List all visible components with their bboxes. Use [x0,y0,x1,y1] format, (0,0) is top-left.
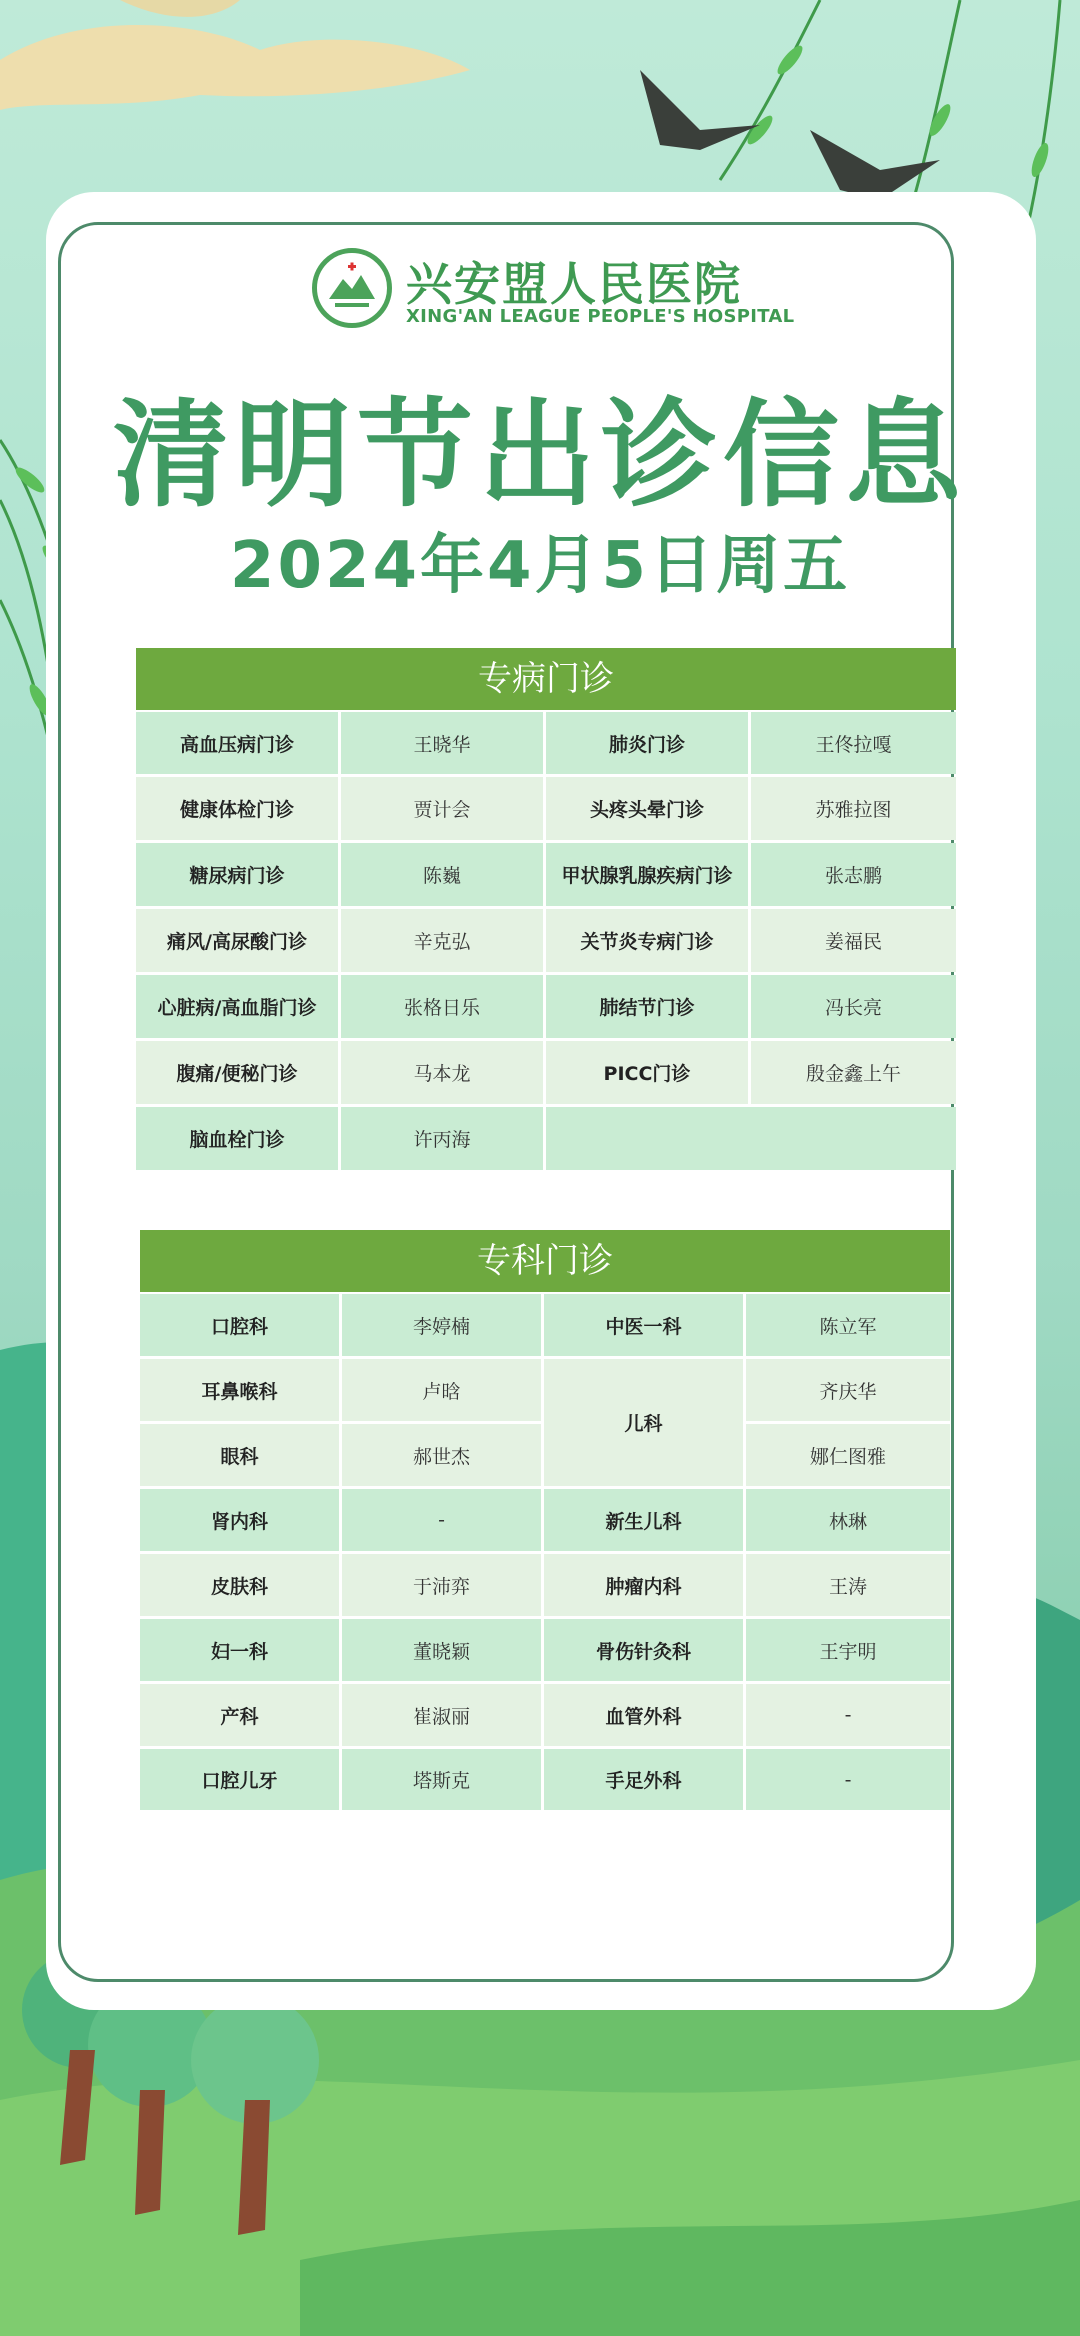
table-cell-dept: 肿瘤内科 [544,1554,743,1616]
table-cell-dept: 健康体检门诊 [136,777,338,840]
table-cell-doctor: 李婷楠 [342,1294,541,1356]
table-cell-doctor: 董晓颖 [342,1619,541,1681]
section-special-disease-clinic [136,648,956,1170]
table-cell-dept: 皮肤科 [140,1554,339,1616]
poster-date: 2024年4月5日周五 [229,529,851,603]
section-header: 专病门诊 [136,648,956,710]
cloud-decoration [120,0,240,17]
table-cell-dept: 产科 [140,1684,339,1746]
table-cell-dept: 口腔儿牙 [140,1749,339,1810]
table-cell-doctor: 陈巍 [341,843,543,906]
table-cell-dept-merged: 儿科 [544,1359,743,1486]
table-cell-dept: 头疼头晕门诊 [546,777,748,840]
table-cell-doctor: - [746,1749,950,1810]
table-cell-dept: 中医一科 [544,1294,743,1356]
table-cell-doctor: 于沛弈 [342,1554,541,1616]
table-cell-doctor: 卢晗 [342,1359,541,1421]
cloud-decoration [0,25,470,110]
hospital-emblem-icon [312,248,392,328]
hospital-name-en: XING'AN LEAGUE PEOPLE'S HOSPITAL [406,306,795,327]
table-cell-dept: 腹痛/便秘门诊 [136,1041,338,1104]
table-cell-dept: 手足外科 [544,1749,743,1810]
table-cell-dept: 妇一科 [140,1619,339,1681]
table-cell-dept: 骨伤针灸科 [544,1619,743,1681]
table-cell-dept: 眼科 [140,1424,339,1486]
table-cell-doctor: 冯长亮 [751,975,956,1038]
table-cell-doctor: 姜福民 [751,909,956,972]
table-cell-doctor: 王宇明 [746,1619,950,1681]
table-cell-dept: 糖尿病门诊 [136,843,338,906]
table-cell-doctor: 塔斯克 [342,1749,541,1810]
table-cell-doctor: 苏雅拉图 [751,777,956,840]
table-cell-doctor: - [746,1684,950,1746]
table-cell-dept: 心脏病/高血脂门诊 [136,975,338,1038]
table-cell-doctor: 张志鹏 [751,843,956,906]
table-cell-doctor: 张格日乐 [341,975,543,1038]
table-cell-dept: 痛风/高尿酸门诊 [136,909,338,972]
table-cell-doctor: - [342,1489,541,1551]
table-cell-doctor: 陈立军 [746,1294,950,1356]
table-cell-doctor: 王涛 [746,1554,950,1616]
table-cell-dept: 肺结节门诊 [546,975,748,1038]
table-cell-doctor: 郝世杰 [342,1424,541,1486]
table-cell-dept: 关节炎专病门诊 [546,909,748,972]
table-cell-doctor: 齐庆华 [746,1359,950,1421]
hospital-name-cn: 兴安盟人民医院 [406,257,742,311]
table-cell-doctor: 辛克弘 [341,909,543,972]
table-cell-doctor: 娜仁图雅 [746,1424,950,1486]
table-cell-empty [546,1107,956,1170]
table-cell-dept: 肾内科 [140,1489,339,1551]
table-cell-dept: 高血压病门诊 [136,712,338,774]
table-cell-dept: 甲状腺乳腺疾病门诊 [546,843,748,906]
table-cell-dept: 耳鼻喉科 [140,1359,339,1421]
table-cell-dept: 肺炎门诊 [546,712,748,774]
table-cell-doctor: 许丙海 [341,1107,543,1170]
table-cell-dept: 新生儿科 [544,1489,743,1551]
table-cell-dept: 血管外科 [544,1684,743,1746]
table-cell-doctor: 林琳 [746,1489,950,1551]
hospital-logo [312,248,795,332]
table-cell-doctor: 贾计会 [341,777,543,840]
table-cell-doctor: 崔淑丽 [342,1684,541,1746]
section-specialty-clinic [140,1230,950,1810]
table-cell-doctor: 殷金鑫上午 [751,1041,956,1104]
swallow-bird-icon [640,70,940,200]
table-cell-dept: 脑血栓门诊 [136,1107,338,1170]
table-cell-dept: 口腔科 [140,1294,339,1356]
table-cell-doctor: 王佟拉嘎 [751,712,956,774]
table-cell-doctor: 王晓华 [341,712,543,774]
section-header: 专科门诊 [140,1230,950,1292]
table-cell-dept: PICC门诊 [546,1041,748,1104]
poster-title: 清明节出诊信息 [113,388,967,523]
table-cell-doctor: 马本龙 [341,1041,543,1104]
